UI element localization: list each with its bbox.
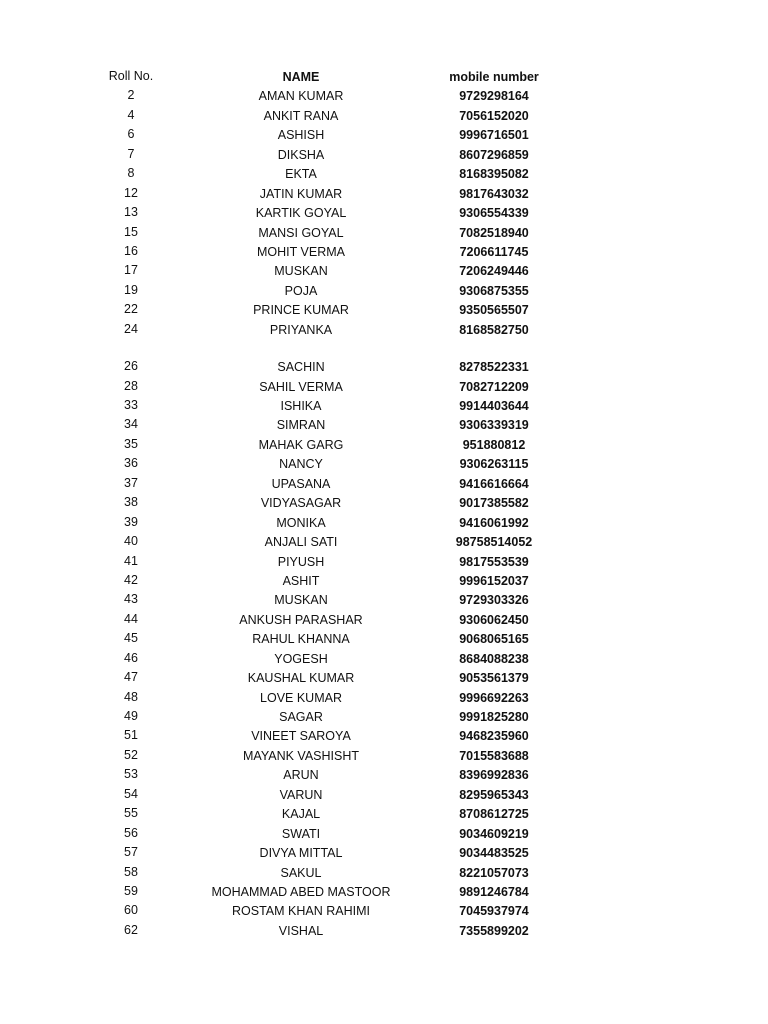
mobile-number-cell: 8295965343 <box>459 787 529 802</box>
roll-number-cell: 58 <box>124 864 138 879</box>
mobile-number-cell: 9306263115 <box>459 457 529 472</box>
table-row <box>0 146 768 165</box>
student-name-cell: MOHIT VERMA <box>257 244 345 259</box>
mobile-number-cell: 9729298164 <box>459 89 529 104</box>
table-row <box>0 321 768 340</box>
table-row <box>0 87 768 106</box>
table-row <box>0 630 768 649</box>
table-row <box>0 533 768 552</box>
mobile-number-cell: 8221057073 <box>459 865 529 880</box>
roll-number-cell: 8 <box>127 166 135 181</box>
roll-number-cell: 38 <box>124 495 138 510</box>
table-row <box>0 883 768 902</box>
student-name-cell: UPASANA <box>271 476 331 491</box>
table-row <box>0 262 768 281</box>
mobile-number-cell: 9034483525 <box>459 846 529 861</box>
table-row <box>0 165 768 184</box>
roll-number-cell: 19 <box>124 282 138 297</box>
table-row <box>0 650 768 669</box>
student-name-cell: MUSKAN <box>274 593 328 608</box>
table-row <box>0 572 768 591</box>
roll-number-cell: 51 <box>124 728 138 743</box>
roll-number-cell: 52 <box>124 747 138 762</box>
table-row <box>0 397 768 416</box>
student-name-cell: KARTIK GOYAL <box>255 206 347 221</box>
table-row <box>0 669 768 688</box>
mobile-number-cell: 7015583688 <box>459 748 529 763</box>
mobile-number-cell: 9306339319 <box>459 418 529 433</box>
student-name-cell: SACHIN <box>277 360 325 375</box>
roll-number-cell: 28 <box>124 378 138 393</box>
table-row <box>0 282 768 301</box>
table-row <box>0 844 768 863</box>
mobile-number-cell: 9350565507 <box>459 303 529 318</box>
table-row <box>0 475 768 494</box>
student-name-cell: PRINCE KUMAR <box>253 303 349 318</box>
student-name-cell: AMAN KUMAR <box>258 89 344 104</box>
student-name-cell: PIYUSH <box>277 554 325 569</box>
table-row <box>0 107 768 126</box>
student-name-cell: ARUN <box>283 768 319 783</box>
mobile-number-cell: 7206611745 <box>459 244 529 259</box>
student-name-cell: NANCY <box>279 457 323 472</box>
student-name-cell: SAGAR <box>279 710 323 724</box>
mobile-number-cell: 8168582750 <box>459 322 529 337</box>
student-name-cell: ROSTAM KHAN RAHIMI <box>232 904 370 919</box>
mobile-number-cell: 9891246784 <box>459 884 529 899</box>
student-name-cell: RAHUL KHANNA <box>252 632 350 647</box>
mobile-number-cell: 7355899202 <box>459 923 529 938</box>
roll-number-cell: 39 <box>124 514 138 529</box>
roll-number-cell: 54 <box>124 786 138 801</box>
student-name-cell: DIKSHA <box>277 147 325 162</box>
student-name-cell: POJA <box>284 283 318 298</box>
roll-number-cell: 55 <box>124 806 138 821</box>
roll-number-cell: 4 <box>127 107 135 122</box>
roll-number-cell: 53 <box>124 767 138 782</box>
table-row <box>0 358 768 377</box>
mobile-number-cell: 9996716501 <box>459 128 529 143</box>
mobile-number-cell: 9017385582 <box>459 496 529 511</box>
roll-number-cell: 16 <box>124 243 138 258</box>
student-name-cell: VINEET SAROYA <box>251 729 351 744</box>
table-row <box>0 766 768 785</box>
table-row <box>0 591 768 610</box>
table-row <box>0 204 768 223</box>
student-name-cell: SWATI <box>281 826 321 841</box>
roll-number-cell: 37 <box>124 475 138 490</box>
mobile-number-cell: 9996152037 <box>459 573 529 588</box>
mobile-number-cell: 8708612725 <box>459 807 529 822</box>
student-name-cell: EKTA <box>285 167 317 182</box>
table-header-row <box>0 68 768 87</box>
roll-number-cell: 60 <box>124 903 138 918</box>
student-name-cell: MAHAK GARG <box>258 437 344 452</box>
student-name-cell: DIVYA MITTAL <box>259 846 343 861</box>
table-row <box>0 747 768 766</box>
roll-number-cell: 59 <box>124 883 138 898</box>
mobile-number-cell: 7082518940 <box>459 225 529 240</box>
roll-number-cell: 44 <box>124 611 138 626</box>
table-row <box>0 436 768 455</box>
roll-number-cell: 24 <box>124 321 138 336</box>
roll-number-cell: 41 <box>124 553 138 568</box>
table-row <box>0 301 768 320</box>
student-name-cell: VARUN <box>279 787 323 802</box>
student-name-cell: ANKUSH PARASHAR <box>239 612 363 627</box>
mobile-number-cell: 8278522331 <box>459 360 529 375</box>
roll-number-cell: 57 <box>124 845 138 860</box>
mobile-number-cell: 8396992836 <box>459 768 529 783</box>
roll-number-cell: 43 <box>124 592 138 607</box>
mobile-number-cell: 9468235960 <box>459 729 529 744</box>
mobile-number-header: mobile number <box>449 70 539 84</box>
table-row <box>0 416 768 435</box>
mobile-number-cell: 9034609219 <box>459 826 529 841</box>
student-name-cell: MUSKAN <box>274 264 328 279</box>
table-row <box>0 902 768 921</box>
student-name-cell: KAUSHAL KUMAR <box>247 671 355 686</box>
mobile-number-cell: 7206249446 <box>459 264 529 279</box>
table-row <box>0 611 768 630</box>
mobile-number-cell: 8168395082 <box>459 167 529 182</box>
mobile-number-cell: 9306875355 <box>459 283 529 298</box>
roll-number-cell: 2 <box>127 88 135 103</box>
roll-number-cell: 47 <box>124 670 138 685</box>
mobile-number-cell: 9053561379 <box>459 671 529 686</box>
mobile-number-cell: 9306554339 <box>459 206 529 221</box>
student-contact-table <box>0 68 768 941</box>
student-name-cell: YOGESH <box>274 651 328 666</box>
mobile-number-cell: 98758514052 <box>455 535 533 550</box>
student-name-cell: ANJALI SATI <box>264 535 338 550</box>
roll-number-cell: 36 <box>124 456 138 471</box>
student-name-cell: MANSI GOYAL <box>258 225 344 240</box>
table-row <box>0 514 768 533</box>
student-name-cell: SAKUL <box>280 865 322 880</box>
name-header: NAME <box>282 70 320 84</box>
roll-number-cell: 15 <box>124 224 138 239</box>
mobile-number-cell: 9068065165 <box>459 632 529 647</box>
table-row <box>0 786 768 805</box>
roll-number-cell: 46 <box>124 650 138 665</box>
student-name-cell: VIDYASAGAR <box>260 496 342 511</box>
roll-number-cell: 7 <box>127 146 135 161</box>
roll-number-cell: 56 <box>124 825 138 840</box>
student-name-cell: VISHAL <box>278 923 324 938</box>
mobile-number-cell: 951880812 <box>462 437 526 452</box>
table-row <box>0 126 768 145</box>
table-row <box>0 864 768 883</box>
student-name-cell: MOHAMMAD ABED MASTOOR <box>211 884 391 899</box>
mobile-number-cell: 7045937974 <box>459 904 529 919</box>
roll-number-cell: 42 <box>124 572 138 587</box>
mobile-number-cell: 9306062450 <box>459 612 529 627</box>
roll-number-cell: 26 <box>124 359 138 374</box>
student-name-cell: SAHIL VERMA <box>259 379 343 394</box>
mobile-number-cell: 8684088238 <box>459 651 529 666</box>
mobile-number-cell: 9817643032 <box>459 186 529 201</box>
mobile-number-cell: 9416061992 <box>459 515 529 530</box>
table-body <box>0 87 768 941</box>
mobile-number-cell: 7082712209 <box>459 379 529 394</box>
table-row <box>0 727 768 746</box>
roll-number-cell: 45 <box>124 631 138 646</box>
table-row <box>0 243 768 262</box>
student-name-cell: SIMRAN <box>276 418 326 433</box>
table-row <box>0 689 768 708</box>
mobile-number-cell: 8607296859 <box>459 147 529 162</box>
mobile-number-cell: 9996692263 <box>459 690 529 705</box>
table-row <box>0 378 768 397</box>
roll-number-cell: 22 <box>124 302 138 317</box>
mobile-number-cell: 9729303326 <box>459 593 529 608</box>
student-name-cell: LOVE KUMAR <box>260 690 342 705</box>
table-row <box>0 224 768 243</box>
roll-number-cell: 13 <box>124 205 138 220</box>
roll-number-cell: 48 <box>124 689 138 704</box>
mobile-number-cell: 9914403644 <box>459 399 529 413</box>
table-row <box>0 553 768 572</box>
table-row <box>0 455 768 474</box>
student-name-cell: ASHIT <box>282 573 320 588</box>
roll-number-cell: 17 <box>124 263 138 278</box>
student-name-cell: KAJAL <box>281 807 321 822</box>
roll-number-cell: 6 <box>127 127 135 142</box>
student-name-cell: MAYANK VASHISHT <box>243 748 359 763</box>
roll-number-cell: 33 <box>124 398 138 412</box>
roll-number-cell: 62 <box>124 922 138 937</box>
table-row <box>0 185 768 204</box>
roll-number-cell: 49 <box>124 709 138 723</box>
mobile-number-cell: 9817553539 <box>459 554 529 569</box>
student-name-cell: ISHIKA <box>280 399 322 413</box>
mobile-number-cell: 9991825280 <box>459 710 529 724</box>
student-name-cell: JATIN KUMAR <box>259 186 343 201</box>
roll-number-cell: 34 <box>124 417 138 432</box>
student-name-cell: ANKIT RANA <box>263 108 339 123</box>
student-name-cell: MONIKA <box>276 515 326 530</box>
mobile-number-cell: 7056152020 <box>459 108 529 123</box>
roll-number-cell: 35 <box>124 436 138 451</box>
roll-no-header: Roll No. <box>108 69 154 83</box>
student-name-cell: ASHISH <box>277 128 325 143</box>
table-row <box>0 825 768 844</box>
table-row <box>0 708 768 727</box>
roll-number-cell: 12 <box>124 185 138 200</box>
student-name-cell: PRIYANKA <box>269 322 333 337</box>
table-row <box>0 494 768 513</box>
table-row <box>0 805 768 824</box>
table-row <box>0 922 768 941</box>
roll-number-cell: 40 <box>124 534 138 549</box>
mobile-number-cell: 9416616664 <box>459 476 529 491</box>
